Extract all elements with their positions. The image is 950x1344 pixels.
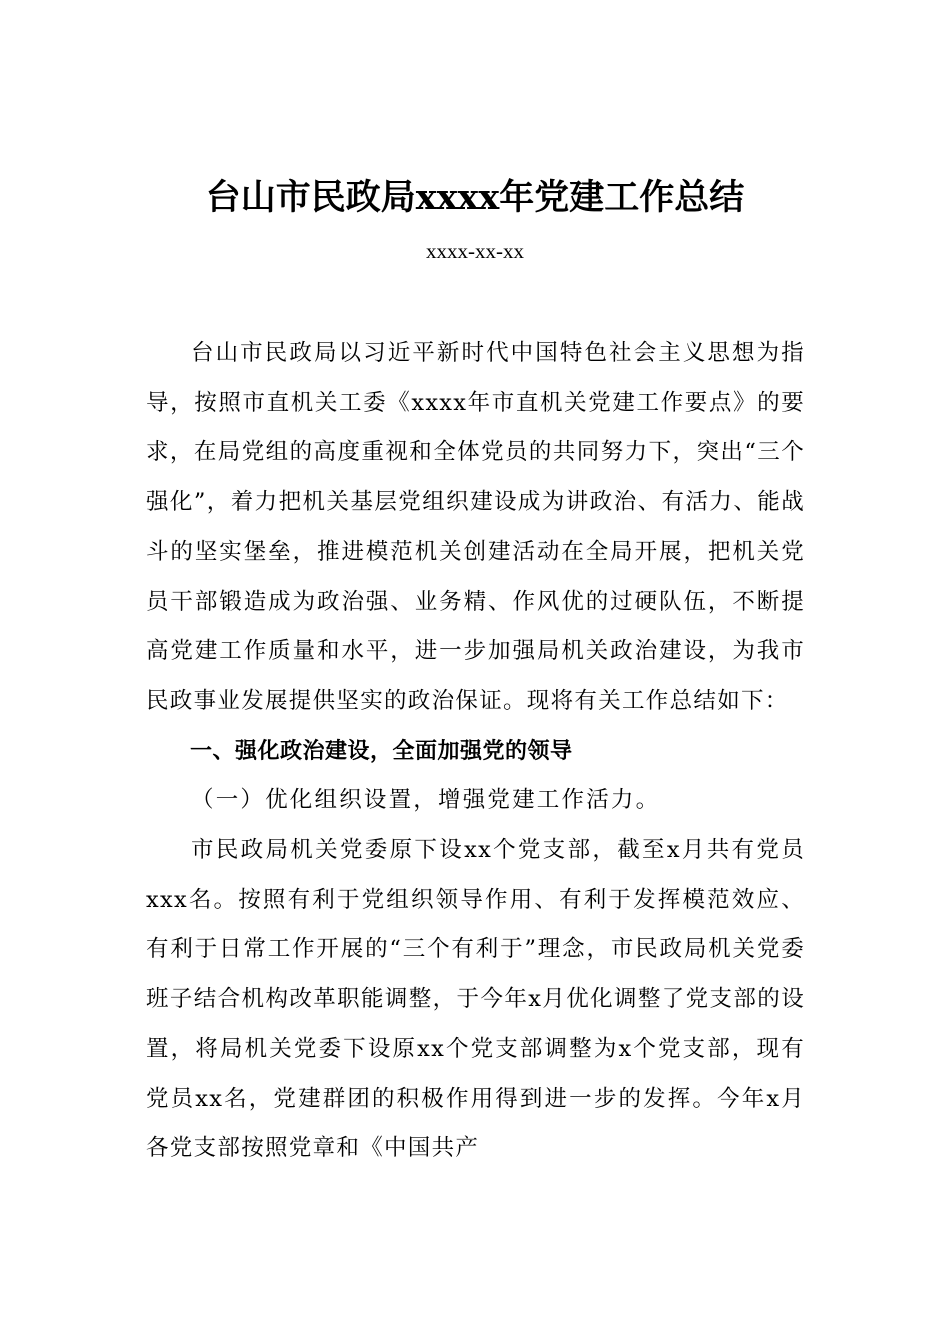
intro-paragraph: 台山市民政局以习近平新时代中国特色社会主义思想为指导，按照市直机关工委《xxxx年市直机关党建工作要点》的要求，在局党组的高度重视和全体党员的共同努力下，突出“三个强化”，着力把机关基层党组织建设成为讲政治、有活力、能战斗的坚实堡垒，推进模范机关创建活动在全局开展，把机关党员干部锻造成为政治强、业务精、作风优的过硬队伍，不断提高党建工作质量和水平，进一步加强局机关政治建设，为我市民政事业发展提供坚实的政治保证。现将有关工作总结如下： <box>146 340 805 714</box>
body-paragraph: 市民政局机关党委原下设xx个党支部，截至x月共有党员xxx名。按照有利于党组织领导作用、有利于发挥模范效应、有利于日常工作开展的“三个有利于”理念，市民政局机关党委班子结合机构改革职能调整，于今年x月优化调整了党支部的设置，将局机关党委下设原xx个党支部调整为x个党支部，现有党员xx名，党建群团的积极作用得到进一步的发挥。今年x月各党支部按照党章和《中国共产 <box>146 837 805 1162</box>
document-date: xxxx-xx-xx <box>426 239 524 263</box>
document-body <box>146 329 805 1174</box>
subsection-heading: （一）优化组织设置，增强党建工作活力。 <box>191 787 661 814</box>
section-heading: 一、强化政治建设，全面加强党的领导 <box>190 738 573 764</box>
document-title: 台山市民政局xxxx年党建工作总结 <box>205 177 745 218</box>
